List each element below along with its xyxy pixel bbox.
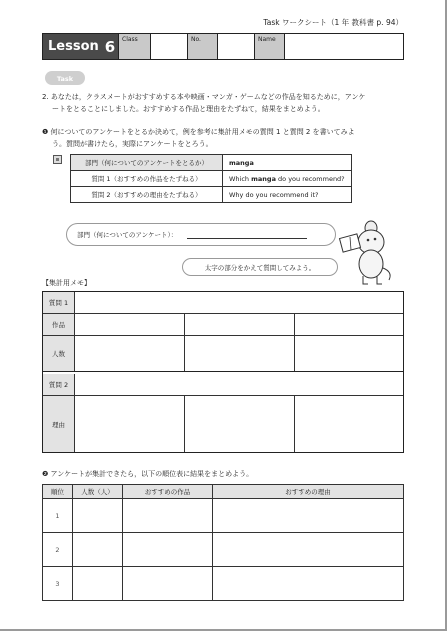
lesson-block <box>43 34 118 59</box>
rank2-work[interactable] <box>123 533 213 567</box>
number-label: No. <box>187 34 217 59</box>
rank1-work[interactable] <box>123 499 213 533</box>
work-cell-2[interactable] <box>184 314 294 335</box>
memo-row-q2: 質問 2 <box>43 374 403 396</box>
topic-answer-line[interactable] <box>187 231 307 239</box>
ranking-header-row: 順位 人数（人） おすすめの作品 おすすめの理由 <box>43 485 404 499</box>
topic-input-bubble[interactable]: 部門（何についてのアンケート）： <box>66 223 336 246</box>
rank1-count[interactable] <box>73 499 123 533</box>
example-row-topic: 部門（何についてのアンケートをとるか） manga <box>71 155 352 171</box>
work-cell-3[interactable] <box>294 314 403 335</box>
memo-row-q1: 質問 1 <box>43 292 403 314</box>
name-label: Name <box>254 34 284 59</box>
count-cell-2[interactable] <box>184 336 294 371</box>
rank3-reason[interactable] <box>213 567 404 601</box>
number-field[interactable] <box>217 34 254 59</box>
name-field[interactable] <box>284 34 403 59</box>
intro-text: 2. あなたは，クラスメートがおすすめする本や映画・マンガ・ゲームなどの作品を知るために，アンケ ートをとることにしました。おすすめする作品と理由をたずねて，結果をまとめよう。 <box>42 93 366 113</box>
rank2-count[interactable] <box>73 533 123 567</box>
header-info-table <box>42 33 404 60</box>
hint-bubble: 太字の部分をかえて質問してみよう。 <box>182 258 338 276</box>
lesson-number: 6 <box>104 37 116 56</box>
memo-row-work: 作品 <box>43 314 403 336</box>
lesson-label: Lesson <box>48 39 99 54</box>
reason-cell-2[interactable] <box>184 396 294 452</box>
worksheet-title: Task ワークシート（1 年 教科書 p. 94） <box>263 18 403 27</box>
class-field[interactable] <box>150 34 187 59</box>
ranking-table <box>42 484 404 601</box>
mouse-mascot-icon <box>335 218 395 288</box>
q1-field[interactable] <box>74 292 403 313</box>
step1-text: ❶ 何についてのアンケートをとるか決めて，例を参考に集計用メモの質問 1 と質問 2 を書いてみよ う。質問が書けたら，実際にアンケートをとろう。 <box>42 128 355 148</box>
work-cell-1[interactable] <box>74 314 184 335</box>
tally-memo-grid <box>42 291 404 453</box>
step2-text: ❷ アンケートが集計できたら，以下の順位表に結果をまとめよう。 <box>42 470 254 478</box>
example-row-q1: 質問 1（おすすめの作品をたずねる） Which manga do you recommend? <box>71 171 352 187</box>
rank1-reason[interactable] <box>213 499 404 533</box>
rank3-count[interactable] <box>73 567 123 601</box>
ranking-row: 3 <box>43 567 404 601</box>
memo-row-reason: 理由 <box>43 396 403 452</box>
count-cell-1[interactable] <box>74 336 184 371</box>
task-badge: Task <box>45 71 85 85</box>
ranking-row: 1 <box>43 499 404 533</box>
count-cell-3[interactable] <box>294 336 403 371</box>
memo-icon <box>53 155 62 164</box>
memo-label: 【集計用メモ】 <box>42 279 91 287</box>
class-label: Class <box>118 34 150 59</box>
q2-field[interactable] <box>74 374 403 395</box>
example-row-q2: 質問 2（おすすめの理由をたずねる） Why do you recommend it? <box>71 187 352 203</box>
reason-cell-1[interactable] <box>74 396 184 452</box>
rank3-work[interactable] <box>123 567 213 601</box>
ranking-row: 2 <box>43 533 404 567</box>
rank2-reason[interactable] <box>213 533 404 567</box>
example-table <box>70 154 352 203</box>
memo-row-count: 人数 <box>43 336 403 372</box>
reason-cell-3[interactable] <box>294 396 403 452</box>
